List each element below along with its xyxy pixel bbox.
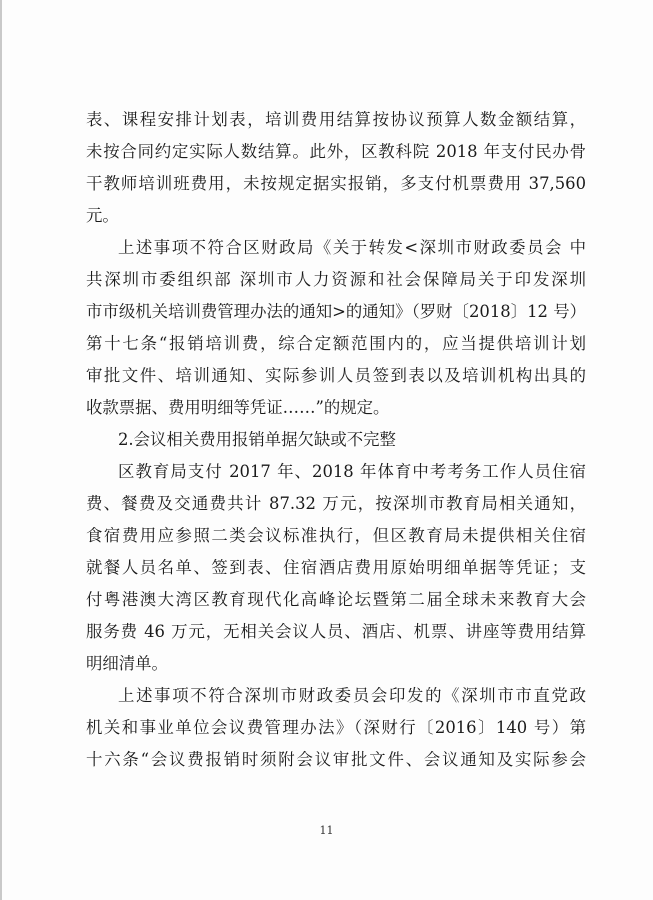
text-line: 上述事项不符合区财政局《关于转发<深圳市财政委员会 中 <box>118 238 586 257</box>
text-line: 费、餐费及交通费共计 87.32 万元，按深圳市教育局相关通知， <box>86 494 586 513</box>
text-line: 食宿费用应参照二类会议标准执行，但区教育局未提供相关住宿 <box>86 526 586 545</box>
scan-left-edge <box>0 0 2 900</box>
text-line: 收款票据、费用明细等凭证……”的规定。 <box>86 398 390 417</box>
document-body <box>86 104 586 776</box>
text-line: 区教育局支付 2017 年、2018 年体育中考考务工作人员住宿 <box>118 462 586 481</box>
text-line: 付粤港澳大湾区教育现代化高峰论坛暨第二届全球未来教育大会 <box>86 590 586 609</box>
text-line: 就餐人员名单、签到表、住宿酒店费用原始明细单据等凭证；支 <box>86 558 586 577</box>
text-line: 机关和事业单位会议费管理办法》（深财行〔2016〕140 号）第 <box>86 718 586 737</box>
text-line: 第十七条“报销培训费，综合定额范围内的，应当提供培训计划 <box>86 334 586 353</box>
page-number: 11 <box>319 824 334 837</box>
text-line: 共深圳市委组织部 深圳市人力资源和社会保障局关于印发深圳 <box>86 270 586 289</box>
text-line: 市市级机关培训费管理办法的通知>的通知》（罗财〔2018〕12 号） <box>86 302 586 321</box>
text-line: 元。 <box>86 206 119 225</box>
text-line: 干教师培训班费用，未按规定据实报销，多支付机票费用 37,560 <box>86 174 586 193</box>
section-heading: 2.会议相关费用报销单据欠缺或不完整 <box>118 430 396 449</box>
text-line: 上述事项不符合深圳市财政委员会印发的《深圳市市直党政 <box>118 686 586 705</box>
text-line: 明细清单。 <box>86 654 168 673</box>
text-line: 服务费 46 万元，无相关会议人员、酒店、机票、讲座等费用结算 <box>86 622 586 641</box>
text-line: 表、课程安排计划表，培训费用结算按协议预算人数金额结算， <box>86 110 586 129</box>
text-line: 审批文件、培训通知、实际参训人员签到表以及培训机构出具的 <box>86 366 586 385</box>
text-line: 未按合同约定实际人数结算。此外，区教科院 2018 年支付民办骨 <box>86 142 586 161</box>
text-line: 十六条“会议费报销时须附会议审批文件、会议通知及实际参会 <box>86 750 586 769</box>
